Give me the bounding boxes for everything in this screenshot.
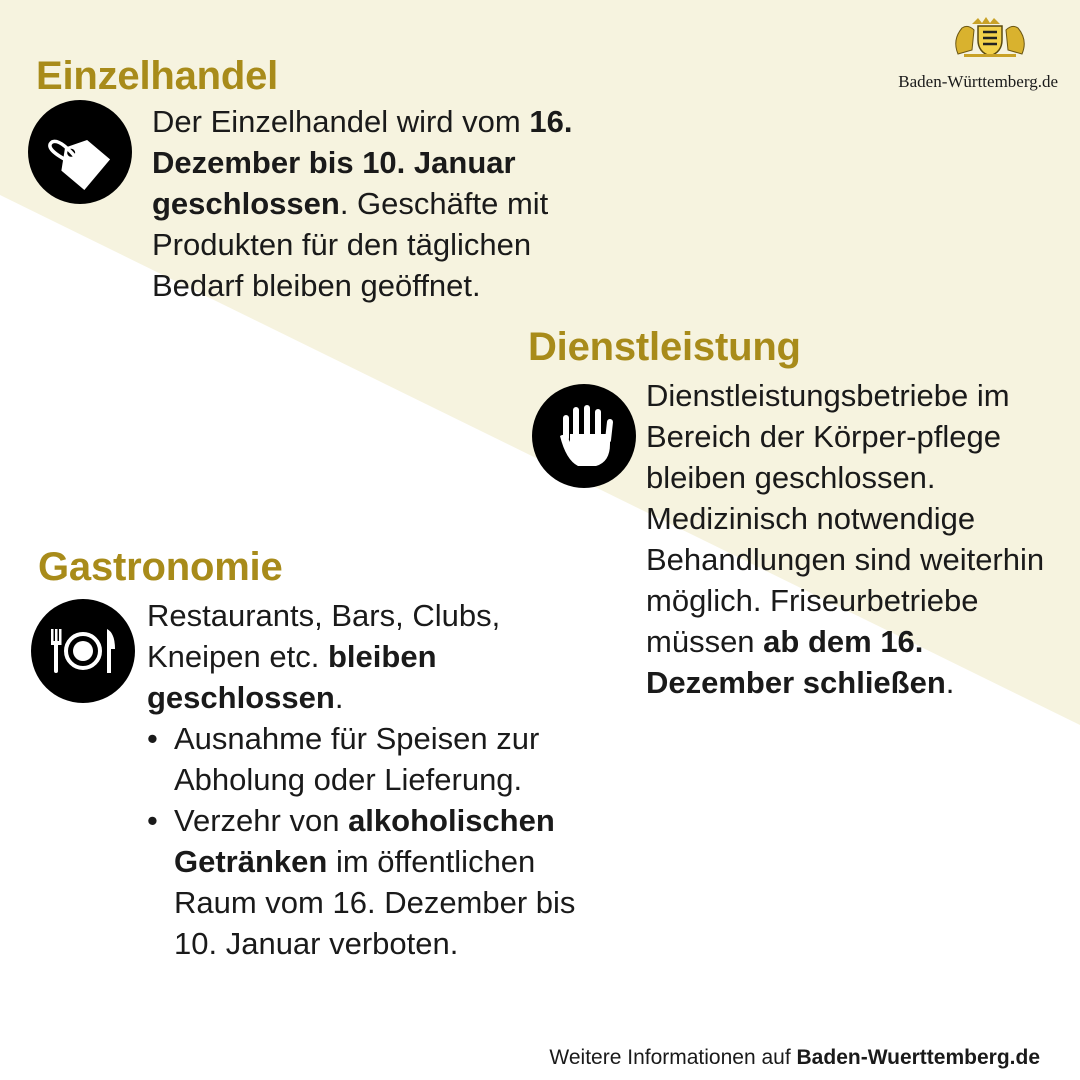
gastronomie-icon-circle: [31, 599, 135, 703]
einzelhandel-text-bold: 16. Dezember bis 10. Januar geschlossen: [152, 104, 573, 221]
gastronomie-text: [147, 595, 587, 718]
fork-plate-knife-icon: [31, 599, 135, 703]
bullet-marker: •: [147, 721, 158, 756]
dienstleistung-text-part-1: Dienstleistungsbetriebe im Bereich der Körper-pflege bleiben geschlossen. Medizinisch notwendige Behandlungen sind weiterhin möglich. Friseurbetriebe müssen: [646, 378, 1045, 659]
einzelhandel-text-part-1: Der Einzelhandel wird vom: [152, 104, 521, 139]
bullet-text-part-1: Verzehr von: [174, 803, 340, 838]
dienstleistung-text-bold: ab dem 16. Dezember schließen: [646, 624, 946, 700]
gastronomie-heading: Gastronomie: [38, 545, 283, 589]
dienstleistung-icon-circle: [532, 384, 636, 488]
state-logo[interactable]: [898, 14, 1070, 91]
gastronomie-bullet-list: [147, 718, 587, 964]
einzelhandel-heading: Einzelhandel: [36, 54, 279, 98]
dienstleistung-heading: Dienstleistung: [528, 325, 801, 369]
gastronomie-text-bold: bleiben geschlossen: [147, 639, 437, 715]
gastronomie-text-part-1: Restaurants, Bars, Clubs, Kneipen etc.: [147, 598, 501, 674]
dienstleistung-text: [646, 375, 1071, 703]
footer-info: [549, 1046, 1040, 1070]
price-tag-icon: [28, 100, 132, 204]
dienstleistung-text-part-2: .: [945, 665, 955, 700]
bullet-item: [147, 718, 587, 800]
bullet-text-bold: alkoholischen Getränken: [174, 803, 555, 879]
bullet-text-part-1: Ausnahme für Speisen zur Abholung oder Lieferung.: [174, 721, 540, 797]
footer-text: Weitere Informationen auf: [549, 1046, 791, 1069]
bullet-item: [147, 800, 587, 964]
gastronomie-text-block: [147, 595, 587, 964]
footer-link[interactable]: Baden-Wuerttemberg.de: [796, 1046, 1040, 1069]
logo-label: Baden-Württemberg.de: [898, 72, 1058, 91]
einzelhandel-text: [152, 101, 622, 306]
bullet-marker: •: [147, 803, 158, 838]
einzelhandel-text-part-2: . Geschäfte mit Produkten für den täglichen Bedarf bleiben geöffnet.: [152, 186, 549, 303]
bullet-text-part-2: im öffentlichen Raum vom 16. Dezember bis 10. Januar verboten.: [174, 844, 576, 961]
hand-icon: [532, 384, 636, 488]
coat-of-arms-icon: [950, 14, 1030, 58]
gastronomie-text-part-2: .: [334, 680, 344, 715]
einzelhandel-icon-circle: [28, 100, 132, 204]
